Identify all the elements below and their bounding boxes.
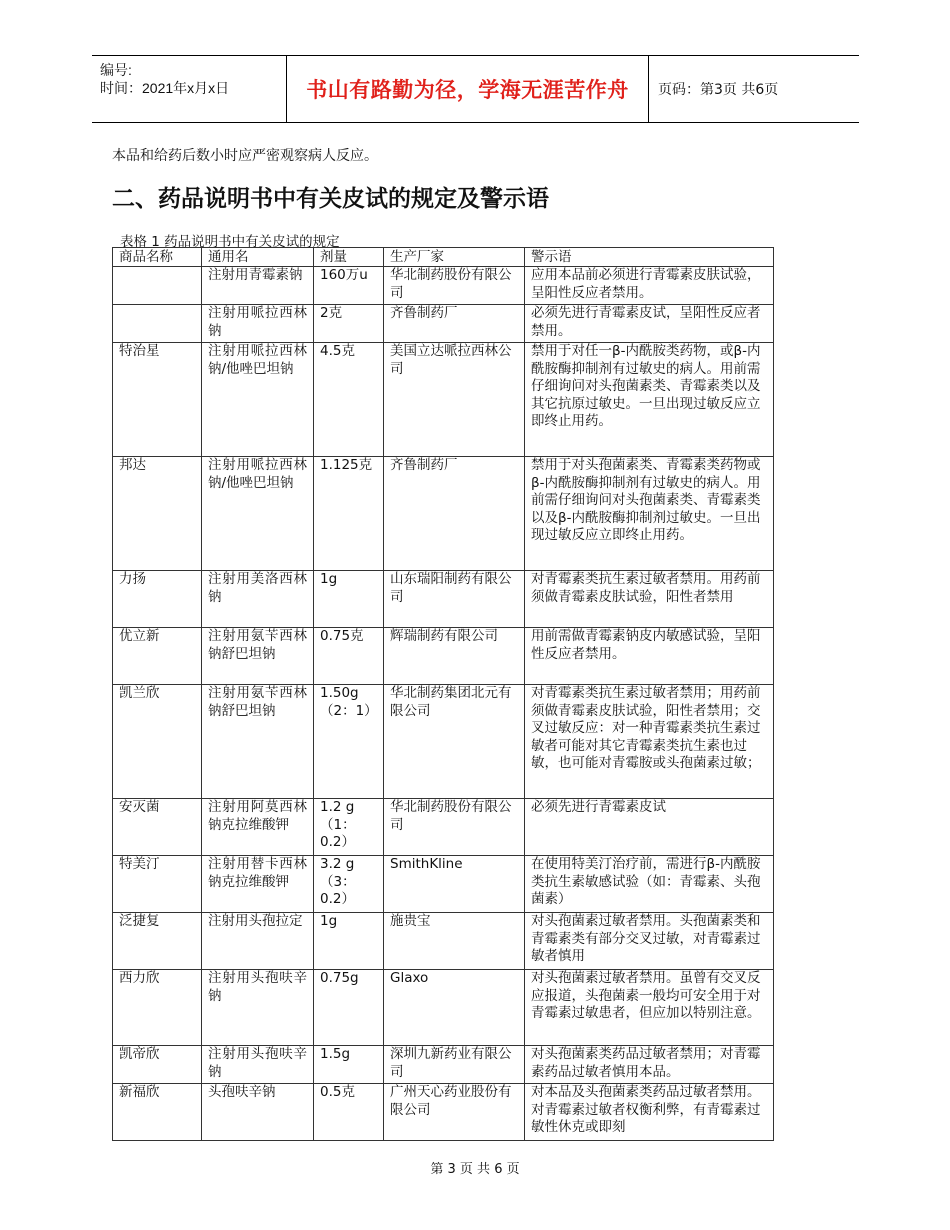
table-row — [113, 457, 774, 571]
table-caption: 表格 1 药品说明书中有关皮试的规定 — [120, 234, 340, 250]
cell-manufacturer: 齐鲁制药厂 — [384, 457, 525, 571]
cell-trade-name: 泛捷复 — [113, 913, 202, 970]
cell-trade-name: 特治星 — [113, 343, 202, 457]
cell-manufacturer: SmithKline — [384, 856, 525, 913]
cell-generic-name: 注射用氨苄西林钠舒巴坦钠 — [202, 685, 314, 799]
cell-warning: 必须先进行青霉素皮试，呈阳性反应者禁用。 — [525, 305, 774, 343]
section-heading: 二、药品说明书中有关皮试的规定及警示语 — [112, 186, 549, 212]
cell-dose: 1.125克 — [314, 457, 384, 571]
table-row — [113, 1084, 774, 1141]
cell-generic-name: 注射用头孢拉定 — [202, 913, 314, 970]
cell-dose: 1.50g（2：1） — [314, 685, 384, 799]
cell-manufacturer: 美国立达哌拉西林公司 — [384, 343, 525, 457]
cell-manufacturer: 华北制药股份有限公司 — [384, 799, 525, 856]
cell-dose: 0.75g — [314, 970, 384, 1046]
cell-manufacturer: 辉瑞制药有限公司 — [384, 628, 525, 685]
skin-test-table — [112, 247, 774, 1141]
cell-warning: 对头孢菌素类药品过敏者禁用；对青霉素药品过敏者慎用本品。 — [525, 1046, 774, 1084]
table-row — [113, 799, 774, 856]
cell-generic-name: 注射用氨苄西林钠舒巴坦钠 — [202, 628, 314, 685]
cell-trade-name — [113, 305, 202, 343]
intro-text: 本品和给药后数小时应严密观察病人反应。 — [112, 148, 378, 164]
cell-warning: 禁用于对头孢菌素类、青霉素类药物或β-内酰胺酶抑制剂有过敏史的病人。用前需仔细询问对头孢菌素类、青霉素类以及β-内酰胺酶抑制剂过敏史。一旦出现过敏反应立即终止用药。 — [525, 457, 774, 571]
cell-generic-name: 注射用美洛西林钠 — [202, 571, 314, 628]
table-row — [113, 571, 774, 628]
cell-generic-name: 头孢呋辛钠 — [202, 1084, 314, 1141]
table-row — [113, 913, 774, 970]
cell-manufacturer: 广州天心药业股份有限公司 — [384, 1084, 525, 1141]
cell-manufacturer: 山东瑞阳制药有限公司 — [384, 571, 525, 628]
cell-warning: 禁用于对任一β-内酰胺类药物，或β-内酰胺酶抑制剂有过敏史的病人。用前需仔细询问对头孢菌素类、青霉素类以及其它抗原过敏史。一旦出现过敏反应立即终止用药。 — [525, 343, 774, 457]
cell-dose: 2克 — [314, 305, 384, 343]
header-motto: 书山有路勤为径，学海无涯苦作舟 — [306, 78, 629, 102]
cell-warning: 在使用特美汀治疗前，需进行β-内酰胺类抗生素敏感试验（如：青霉素、头孢菌素） — [525, 856, 774, 913]
cell-trade-name: 凯兰欣 — [113, 685, 202, 799]
cell-generic-name: 注射用哌拉西林钠 — [202, 305, 314, 343]
cell-warning: 用前需做青霉素钠皮内敏感试验，呈阳性反应者禁用。 — [525, 628, 774, 685]
cell-warning: 对青霉素类抗生素过敏者禁用；用药前须做青霉素皮肤试验，阳性者禁用；交叉过敏反应：对一种青霉素类抗生素过敏者可能对其它青霉素类抗生素也过敏，也可能对青霉胺或头孢菌素过敏； — [525, 685, 774, 799]
column-header-dose: 剂量 — [314, 248, 384, 267]
column-header-generic-name: 通用名 — [202, 248, 314, 267]
cell-warning: 对头孢菌素过敏者禁用。虽曾有交叉反应报道，头孢菌素一般均可安全用于对青霉素过敏患者，但应加以特别注意。 — [525, 970, 774, 1046]
cell-warning: 对青霉素类抗生素过敏者禁用。用药前须做青霉素皮肤试验，阳性者禁用 — [525, 571, 774, 628]
table-row — [113, 343, 774, 457]
cell-warning: 应用本品前必须进行青霉素皮肤试验，呈阳性反应者禁用。 — [525, 267, 774, 305]
cell-warning: 对本品及头孢菌素类药品过敏者禁用。对青霉素过敏者权衡利弊，有青霉素过敏性休克或即刻 — [525, 1084, 774, 1141]
cell-trade-name: 凯帝欣 — [113, 1046, 202, 1084]
cell-trade-name — [113, 267, 202, 305]
cell-dose: 160万u — [314, 267, 384, 305]
table-row — [113, 856, 774, 913]
cell-dose: 1.5g — [314, 1046, 384, 1084]
cell-generic-name: 注射用阿莫西林钠克拉维酸钾 — [202, 799, 314, 856]
page-header — [92, 55, 859, 123]
table-row — [113, 970, 774, 1046]
header-page-info: 页码：第3页 共6页 — [658, 82, 779, 98]
table-row — [113, 305, 774, 343]
column-header-trade-name: 商品名称 — [113, 248, 202, 267]
cell-dose: 4.5克 — [314, 343, 384, 457]
cell-generic-name: 注射用青霉素钠 — [202, 267, 314, 305]
cell-trade-name: 力扬 — [113, 571, 202, 628]
cell-trade-name: 安灭菌 — [113, 799, 202, 856]
cell-trade-name: 特美汀 — [113, 856, 202, 913]
table-header-row — [113, 248, 774, 267]
table-row — [113, 267, 774, 305]
cell-generic-name: 注射用头孢呋辛钠 — [202, 1046, 314, 1084]
cell-dose: 1.2 g（1：0.2） — [314, 799, 384, 856]
cell-manufacturer: 华北制药股份有限公司 — [384, 267, 525, 305]
cell-warning: 对头孢菌素过敏者禁用。头孢菌素类和青霉素类有部分交叉过敏，对青霉素过敏者慎用 — [525, 913, 774, 970]
table-row — [113, 1046, 774, 1084]
time-label: 时间：2021年x月x日 — [100, 80, 230, 96]
cell-dose: 1g — [314, 913, 384, 970]
table-row — [113, 685, 774, 799]
cell-trade-name: 新福欣 — [113, 1084, 202, 1141]
cell-trade-name: 邦达 — [113, 457, 202, 571]
header-divider — [648, 56, 649, 122]
cell-generic-name: 注射用哌拉西林钠/他唑巴坦钠 — [202, 457, 314, 571]
cell-warning: 必须先进行青霉素皮试 — [525, 799, 774, 856]
cell-manufacturer: 施贵宝 — [384, 913, 525, 970]
table-body — [113, 267, 774, 1141]
cell-manufacturer: 齐鲁制药厂 — [384, 305, 525, 343]
cell-manufacturer: 深圳九新药业有限公司 — [384, 1046, 525, 1084]
cell-generic-name: 注射用哌拉西林钠/他唑巴坦钠 — [202, 343, 314, 457]
cell-manufacturer: 华北制药集团北元有限公司 — [384, 685, 525, 799]
table-row — [113, 628, 774, 685]
page-footer: 第 3 页 共 6 页 — [430, 1162, 520, 1177]
cell-dose: 1g — [314, 571, 384, 628]
cell-trade-name: 优立新 — [113, 628, 202, 685]
column-header-manufacturer: 生产厂家 — [384, 248, 525, 267]
cell-dose: 0.75克 — [314, 628, 384, 685]
cell-dose: 3.2 g（3：0.2） — [314, 856, 384, 913]
cell-manufacturer: Glaxo — [384, 970, 525, 1046]
column-header-warning: 警示语 — [525, 248, 774, 267]
cell-generic-name: 注射用替卡西林钠克拉维酸钾 — [202, 856, 314, 913]
cell-dose: 0.5克 — [314, 1084, 384, 1141]
number-label: 编号: — [100, 62, 132, 78]
header-meta — [92, 56, 286, 122]
cell-trade-name: 西力欣 — [113, 970, 202, 1046]
cell-generic-name: 注射用头孢呋辛钠 — [202, 970, 314, 1046]
